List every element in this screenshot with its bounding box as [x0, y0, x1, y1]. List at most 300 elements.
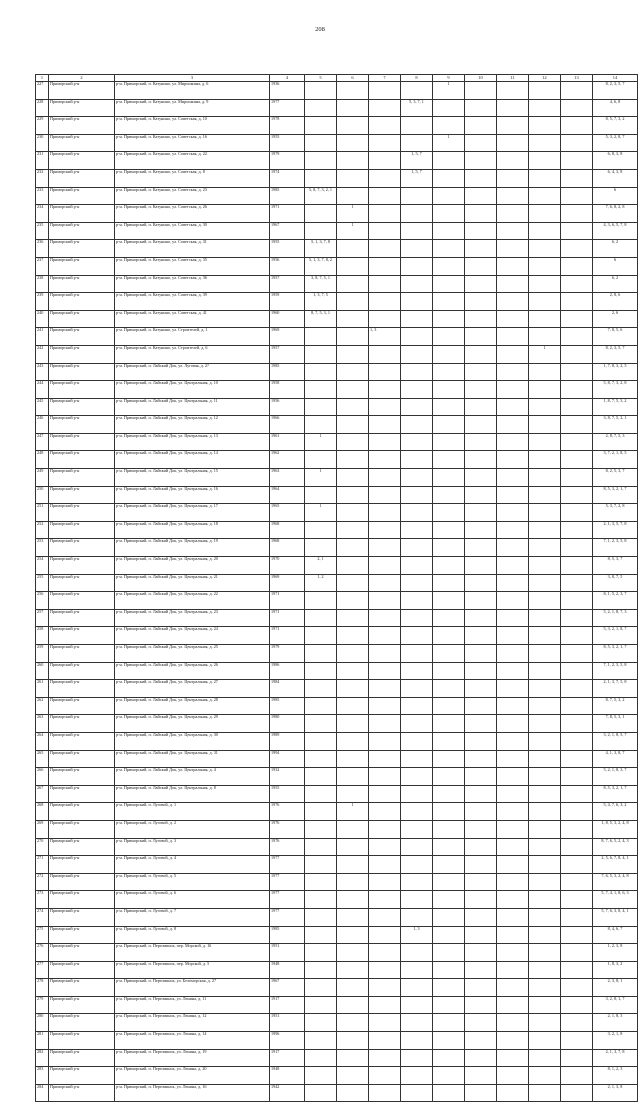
- column-6-cell: [337, 750, 369, 768]
- column-10-cell: [465, 697, 497, 715]
- column-11-cell: [497, 732, 529, 750]
- column-8-cell: [401, 750, 433, 768]
- column-13-cell: [561, 662, 593, 680]
- district-cell: Приморский р-н: [49, 803, 115, 821]
- column-8-cell: 1, 3: [401, 926, 433, 944]
- column-6-cell: [337, 293, 369, 311]
- row-number-cell: 259: [36, 645, 49, 663]
- district-cell: Приморский р-н: [49, 926, 115, 944]
- address-cell: р-н. Приморский, п. Луговой, д. 2: [115, 820, 270, 838]
- column-10-cell: [465, 785, 497, 803]
- column-5-cell: [305, 1014, 337, 1032]
- column-header: 7: [369, 75, 401, 82]
- district-cell: Приморский р-н: [49, 996, 115, 1014]
- column-9-cell: [433, 944, 465, 962]
- address-cell: р-н. Приморский, п. Лайский Док, ул. Центральная, д. 11: [115, 398, 270, 416]
- column-8-cell: [401, 979, 433, 997]
- row-number-cell: 236: [36, 240, 49, 258]
- column-13-cell: [561, 715, 593, 733]
- column-14-cell: 8, 5, 3, 2, 1, 7: [593, 645, 638, 663]
- column-13-cell: [561, 222, 593, 240]
- address-cell: р-н. Приморский, п. Лайский Док, ул. Центральная, д. 28: [115, 697, 270, 715]
- column-9-cell: [433, 627, 465, 645]
- address-cell: р-н. Приморский, п. Катунино, ул. Советская, д. 30: [115, 222, 270, 240]
- district-cell: Приморский р-н: [49, 873, 115, 891]
- column-14-cell: 2, 3, 8, 1: [593, 979, 638, 997]
- column-8-cell: [401, 873, 433, 891]
- address-cell: р-н. Приморский, п. Луговой, д. 1: [115, 803, 270, 821]
- address-cell: р-н. Приморский, п. Катунино, ул. Мирошкина, д. 6: [115, 82, 270, 100]
- column-13-cell: [561, 645, 593, 663]
- column-5-cell: [305, 152, 337, 170]
- row-number-cell: 250: [36, 486, 49, 504]
- row-number-cell: 275: [36, 926, 49, 944]
- column-7-cell: [369, 451, 401, 469]
- column-11-cell: [497, 1067, 529, 1085]
- column-11-cell: [497, 944, 529, 962]
- column-5-cell: 1: [305, 469, 337, 487]
- column-5-cell: [305, 539, 337, 557]
- column-10-cell: [465, 310, 497, 328]
- column-14-cell: 8, 4, 6, 7: [593, 926, 638, 944]
- year-cell: 1948: [270, 961, 305, 979]
- address-cell: р-н. Приморский, п. Пертоминск, пер. Морской, д. 16: [115, 944, 270, 962]
- column-7-cell: [369, 99, 401, 117]
- address-cell: р-н. Приморский, п. Лайский Док, ул. Центральная, д. 29: [115, 715, 270, 733]
- district-cell: Приморский р-н: [49, 451, 115, 469]
- column-8-cell: [401, 328, 433, 346]
- column-5-cell: [305, 785, 337, 803]
- district-cell: Приморский р-н: [49, 908, 115, 926]
- address-cell: р-н. Приморский, п. Катунино, ул. Советская, д. 41: [115, 310, 270, 328]
- column-14-cell: 6: [593, 257, 638, 275]
- district-cell: Приморский р-н: [49, 433, 115, 451]
- column-6-cell: [337, 609, 369, 627]
- column-10-cell: [465, 574, 497, 592]
- column-13-cell: [561, 187, 593, 205]
- column-8-cell: [401, 592, 433, 610]
- column-10-cell: [465, 908, 497, 926]
- address-cell: р-н. Приморский, п. Пертоминск, ул. Ленина, д. 12: [115, 1014, 270, 1032]
- district-cell: Приморский р-н: [49, 662, 115, 680]
- row-number-cell: 265: [36, 750, 49, 768]
- column-7-cell: [369, 1049, 401, 1067]
- column-11-cell: [497, 1014, 529, 1032]
- column-14-cell: 2, 1, 3, 5, 7, 8: [593, 521, 638, 539]
- column-7-cell: [369, 627, 401, 645]
- address-cell: р-н. Приморский, п. Лайский Док, ул. Центральная, д. 24: [115, 627, 270, 645]
- year-cell: 1960: [270, 310, 305, 328]
- column-5-cell: [305, 205, 337, 223]
- table-row: [36, 1032, 638, 1050]
- column-13-cell: [561, 944, 593, 962]
- column-8-cell: [401, 574, 433, 592]
- address-cell: р-н. Приморский, п. Лайский Док, ул. Центральная, д. 10: [115, 381, 270, 399]
- table-row: [36, 222, 638, 240]
- column-11-cell: [497, 662, 529, 680]
- year-cell: 1955: [270, 134, 305, 152]
- address-cell: р-н. Приморский, п. Луговой, д. 4: [115, 856, 270, 874]
- column-12-cell: [529, 873, 561, 891]
- table-row: [36, 486, 638, 504]
- row-number-cell: 233: [36, 187, 49, 205]
- row-number-cell: 281: [36, 1032, 49, 1050]
- table-row: [36, 117, 638, 135]
- column-header: 6: [337, 75, 369, 82]
- column-12-cell: [529, 820, 561, 838]
- column-10-cell: [465, 381, 497, 399]
- address-cell: р-н. Приморский, п. Катунино, ул. Мирошкина, д. 9: [115, 99, 270, 117]
- column-9-cell: [433, 961, 465, 979]
- row-number-cell: 269: [36, 820, 49, 838]
- column-10-cell: [465, 803, 497, 821]
- column-6-cell: [337, 521, 369, 539]
- column-8-cell: [401, 944, 433, 962]
- column-9-cell: [433, 345, 465, 363]
- column-5-cell: [305, 1084, 337, 1102]
- column-8-cell: [401, 205, 433, 223]
- district-cell: Приморский р-н: [49, 539, 115, 557]
- column-14-cell: 6, 8, 3, 8: [593, 152, 638, 170]
- column-7-cell: [369, 592, 401, 610]
- year-cell: 1996: [270, 1032, 305, 1050]
- address-cell: р-н. Приморский, п. Лайский Док, ул. Центральная, д. 17: [115, 504, 270, 522]
- column-13-cell: [561, 1067, 593, 1085]
- column-12-cell: [529, 715, 561, 733]
- column-12-cell: [529, 1067, 561, 1085]
- column-14-cell: 8, 5, 3, 7: [593, 557, 638, 575]
- column-8-cell: [401, 222, 433, 240]
- column-5-cell: [305, 680, 337, 698]
- table-row: [36, 768, 638, 786]
- column-7-cell: [369, 838, 401, 856]
- row-number-cell: 230: [36, 134, 49, 152]
- district-cell: Приморский р-н: [49, 521, 115, 539]
- address-cell: р-н. Приморский, п. Катунино, ул. Советская, д. 35: [115, 257, 270, 275]
- year-cell: 1971: [270, 627, 305, 645]
- row-number-cell: 253: [36, 539, 49, 557]
- column-6-cell: [337, 856, 369, 874]
- column-12-cell: [529, 926, 561, 944]
- row-number-cell: 243: [36, 363, 49, 381]
- address-cell: р-н. Приморский, п. Лайский Док, ул. Центральная, д. 14: [115, 451, 270, 469]
- column-9-cell: [433, 1084, 465, 1102]
- table-row: [36, 99, 638, 117]
- table-row: [36, 293, 638, 311]
- column-13-cell: [561, 398, 593, 416]
- column-10-cell: [465, 1032, 497, 1050]
- column-10-cell: [465, 1084, 497, 1102]
- column-6-cell: [337, 926, 369, 944]
- row-number-cell: 239: [36, 293, 49, 311]
- table-row: [36, 257, 638, 275]
- column-12-cell: [529, 697, 561, 715]
- district-cell: Приморский р-н: [49, 99, 115, 117]
- column-9-cell: [433, 979, 465, 997]
- column-5-cell: [305, 134, 337, 152]
- column-7-cell: [369, 856, 401, 874]
- column-7-cell: [369, 996, 401, 1014]
- column-14-cell: 4, 3, 6, 5, 7, 8: [593, 222, 638, 240]
- column-13-cell: [561, 486, 593, 504]
- column-13-cell: [561, 996, 593, 1014]
- column-10-cell: [465, 557, 497, 575]
- address-cell: р-н. Приморский, п. Лайский Док, ул. Центральная, д. 31: [115, 750, 270, 768]
- row-number-cell: 249: [36, 469, 49, 487]
- row-number-cell: 279: [36, 996, 49, 1014]
- column-9-cell: [433, 768, 465, 786]
- row-number-cell: 231: [36, 152, 49, 170]
- column-9-cell: [433, 803, 465, 821]
- column-6-cell: [337, 662, 369, 680]
- column-6-cell: [337, 1014, 369, 1032]
- district-cell: Приморский р-н: [49, 1049, 115, 1067]
- column-9-cell: [433, 381, 465, 399]
- row-number-cell: 228: [36, 99, 49, 117]
- page-number: 208: [315, 26, 325, 33]
- table-row: [36, 750, 638, 768]
- column-14-cell: 5, 4, 7, 6, 3, 2: [593, 803, 638, 821]
- column-11-cell: [497, 750, 529, 768]
- column-7-cell: [369, 222, 401, 240]
- year-cell: 1978: [270, 117, 305, 135]
- column-7-cell: [369, 662, 401, 680]
- column-10-cell: [465, 187, 497, 205]
- column-9-cell: [433, 451, 465, 469]
- column-13-cell: [561, 310, 593, 328]
- district-cell: Приморский р-н: [49, 557, 115, 575]
- column-6-cell: [337, 944, 369, 962]
- column-9-cell: [433, 187, 465, 205]
- column-14-cell: 8, 5, 3, 2, 1, 7: [593, 486, 638, 504]
- column-14-cell: 5, 2, 1, 8, 3, 7: [593, 768, 638, 786]
- column-12-cell: [529, 1084, 561, 1102]
- column-12-cell: [529, 750, 561, 768]
- column-10-cell: [465, 609, 497, 627]
- column-7-cell: [369, 908, 401, 926]
- column-9-cell: [433, 99, 465, 117]
- column-5-cell: 1, 2: [305, 574, 337, 592]
- address-cell: р-н. Приморский, п. Лайский Док, ул. Центральная, д. 27: [115, 680, 270, 698]
- column-14-cell: 8, 2, 3, 5, 7: [593, 345, 638, 363]
- column-7-cell: [369, 1084, 401, 1102]
- column-header: 14: [593, 75, 638, 82]
- column-7-cell: [369, 257, 401, 275]
- column-7-cell: [369, 750, 401, 768]
- column-6-cell: [337, 469, 369, 487]
- column-12-cell: [529, 99, 561, 117]
- column-5-cell: [305, 363, 337, 381]
- column-10-cell: [465, 205, 497, 223]
- table-row: [36, 205, 638, 223]
- column-9-cell: [433, 926, 465, 944]
- column-7-cell: [369, 557, 401, 575]
- column-12-cell: [529, 222, 561, 240]
- column-5-cell: [305, 944, 337, 962]
- column-8-cell: [401, 715, 433, 733]
- column-6-cell: [337, 187, 369, 205]
- address-cell: р-н. Приморский, п. Катунино, ул. Советская, д. 8: [115, 169, 270, 187]
- year-cell: 1980: [270, 715, 305, 733]
- table-row: [36, 416, 638, 434]
- district-cell: Приморский р-н: [49, 592, 115, 610]
- address-cell: р-н. Приморский, п. Лайский Док, ул. Центральная, д. 26: [115, 662, 270, 680]
- row-number-cell: 276: [36, 944, 49, 962]
- column-5-cell: [305, 328, 337, 346]
- column-11-cell: [497, 592, 529, 610]
- column-14-cell: 3, 8, 7, 5, 2, 1: [593, 416, 638, 434]
- column-11-cell: [497, 222, 529, 240]
- column-7-cell: [369, 609, 401, 627]
- column-11-cell: [497, 469, 529, 487]
- address-cell: р-н. Приморский, п. Лайский Док, ул. Центральная, д. 30: [115, 732, 270, 750]
- year-cell: 1959: [270, 293, 305, 311]
- column-11-cell: [497, 134, 529, 152]
- row-number-cell: 251: [36, 504, 49, 522]
- table-row: [36, 996, 638, 1014]
- column-8-cell: 1, 5, 7: [401, 169, 433, 187]
- column-8-cell: [401, 1014, 433, 1032]
- column-6-cell: [337, 645, 369, 663]
- column-9-cell: [433, 117, 465, 135]
- address-cell: р-н. Приморский, п. Катунино, ул. Советская, д. 36: [115, 275, 270, 293]
- column-5-cell: 2, 1: [305, 557, 337, 575]
- address-cell: р-н. Приморский, п. Лайский Док, ул. Центральная, д. 8: [115, 785, 270, 803]
- district-cell: Приморский р-н: [49, 680, 115, 698]
- district-cell: Приморский р-н: [49, 486, 115, 504]
- table-row: [36, 504, 638, 522]
- column-7-cell: [369, 169, 401, 187]
- column-11-cell: [497, 328, 529, 346]
- column-8-cell: [401, 1049, 433, 1067]
- column-8-cell: [401, 1084, 433, 1102]
- year-cell: 1955: [270, 785, 305, 803]
- column-5-cell: [305, 732, 337, 750]
- column-9-cell: [433, 275, 465, 293]
- table-row: [36, 803, 638, 821]
- column-10-cell: [465, 680, 497, 698]
- column-14-cell: 1, 7, 8, 3, 2, 5: [593, 363, 638, 381]
- column-7-cell: [369, 944, 401, 962]
- address-cell: р-н. Приморский, п. Катунино, ул. Советская, д. 23: [115, 187, 270, 205]
- table-row: [36, 451, 638, 469]
- column-14-cell: 6, 2: [593, 240, 638, 258]
- column-9-cell: [433, 680, 465, 698]
- column-8-cell: [401, 609, 433, 627]
- column-13-cell: [561, 275, 593, 293]
- column-6-cell: [337, 169, 369, 187]
- column-8-cell: [401, 504, 433, 522]
- column-10-cell: [465, 645, 497, 663]
- column-14-cell: 7, 6, 5, 3, 2, 4, 8: [593, 873, 638, 891]
- column-9-cell: [433, 310, 465, 328]
- column-13-cell: [561, 99, 593, 117]
- column-13-cell: [561, 979, 593, 997]
- column-9-cell: 1: [433, 134, 465, 152]
- table-row: [36, 310, 638, 328]
- column-11-cell: [497, 310, 529, 328]
- address-cell: р-н. Приморский, п. Лайский Док, ул. Центральная, д. 21: [115, 574, 270, 592]
- row-number-cell: 283: [36, 1067, 49, 1085]
- column-9-cell: [433, 592, 465, 610]
- table-row: [36, 820, 638, 838]
- row-number-cell: 232: [36, 169, 49, 187]
- column-9-cell: [433, 433, 465, 451]
- column-13-cell: [561, 785, 593, 803]
- column-11-cell: [497, 609, 529, 627]
- row-number-cell: 273: [36, 891, 49, 909]
- column-12-cell: [529, 416, 561, 434]
- table-row: [36, 82, 638, 100]
- column-5-cell: [305, 908, 337, 926]
- table-row: [36, 433, 638, 451]
- column-14-cell: 6, 2: [593, 275, 638, 293]
- column-5-cell: [305, 873, 337, 891]
- column-11-cell: [497, 838, 529, 856]
- column-9-cell: [433, 416, 465, 434]
- district-cell: Приморский р-н: [49, 293, 115, 311]
- column-13-cell: [561, 117, 593, 135]
- column-7-cell: [369, 891, 401, 909]
- column-5-cell: [305, 645, 337, 663]
- column-12-cell: [529, 117, 561, 135]
- address-cell: р-н. Приморский, п. Луговой, д. 6: [115, 891, 270, 909]
- table-row: [36, 732, 638, 750]
- column-7-cell: [369, 504, 401, 522]
- column-9-cell: [433, 169, 465, 187]
- district-cell: Приморский р-н: [49, 645, 115, 663]
- address-cell: р-н. Приморский, п. Катунино, ул. Советская, д. 16: [115, 134, 270, 152]
- year-cell: 1985: [270, 697, 305, 715]
- column-12-cell: [529, 732, 561, 750]
- header-row: [36, 75, 638, 82]
- row-number-cell: 266: [36, 768, 49, 786]
- district-cell: Приморский р-н: [49, 715, 115, 733]
- table-row: [36, 944, 638, 962]
- column-10-cell: [465, 1067, 497, 1085]
- column-14-cell: 8, 5, 3, 2, 1, 7: [593, 785, 638, 803]
- table-row: [36, 715, 638, 733]
- row-number-cell: 245: [36, 398, 49, 416]
- column-13-cell: [561, 908, 593, 926]
- district-cell: Приморский р-н: [49, 275, 115, 293]
- column-14-cell: 8, 5, 7, 3, 2: [593, 117, 638, 135]
- district-cell: Приморский р-н: [49, 750, 115, 768]
- column-8-cell: [401, 293, 433, 311]
- column-14-cell: 3, 2, 1, 8: [593, 1032, 638, 1050]
- year-cell: 1969: [270, 328, 305, 346]
- column-11-cell: [497, 381, 529, 399]
- row-number-cell: 241: [36, 328, 49, 346]
- column-8-cell: [401, 645, 433, 663]
- column-14-cell: 4, 6, 8: [593, 99, 638, 117]
- column-9-cell: [433, 557, 465, 575]
- column-8-cell: [401, 82, 433, 100]
- column-5-cell: [305, 838, 337, 856]
- column-6-cell: [337, 310, 369, 328]
- column-10-cell: [465, 152, 497, 170]
- column-8-cell: [401, 416, 433, 434]
- column-6-cell: [337, 592, 369, 610]
- column-11-cell: [497, 697, 529, 715]
- column-11-cell: [497, 152, 529, 170]
- column-11-cell: [497, 891, 529, 909]
- column-7-cell: [369, 205, 401, 223]
- row-number-cell: 240: [36, 310, 49, 328]
- column-9-cell: [433, 257, 465, 275]
- district-cell: Приморский р-н: [49, 152, 115, 170]
- column-header: 13: [561, 75, 593, 82]
